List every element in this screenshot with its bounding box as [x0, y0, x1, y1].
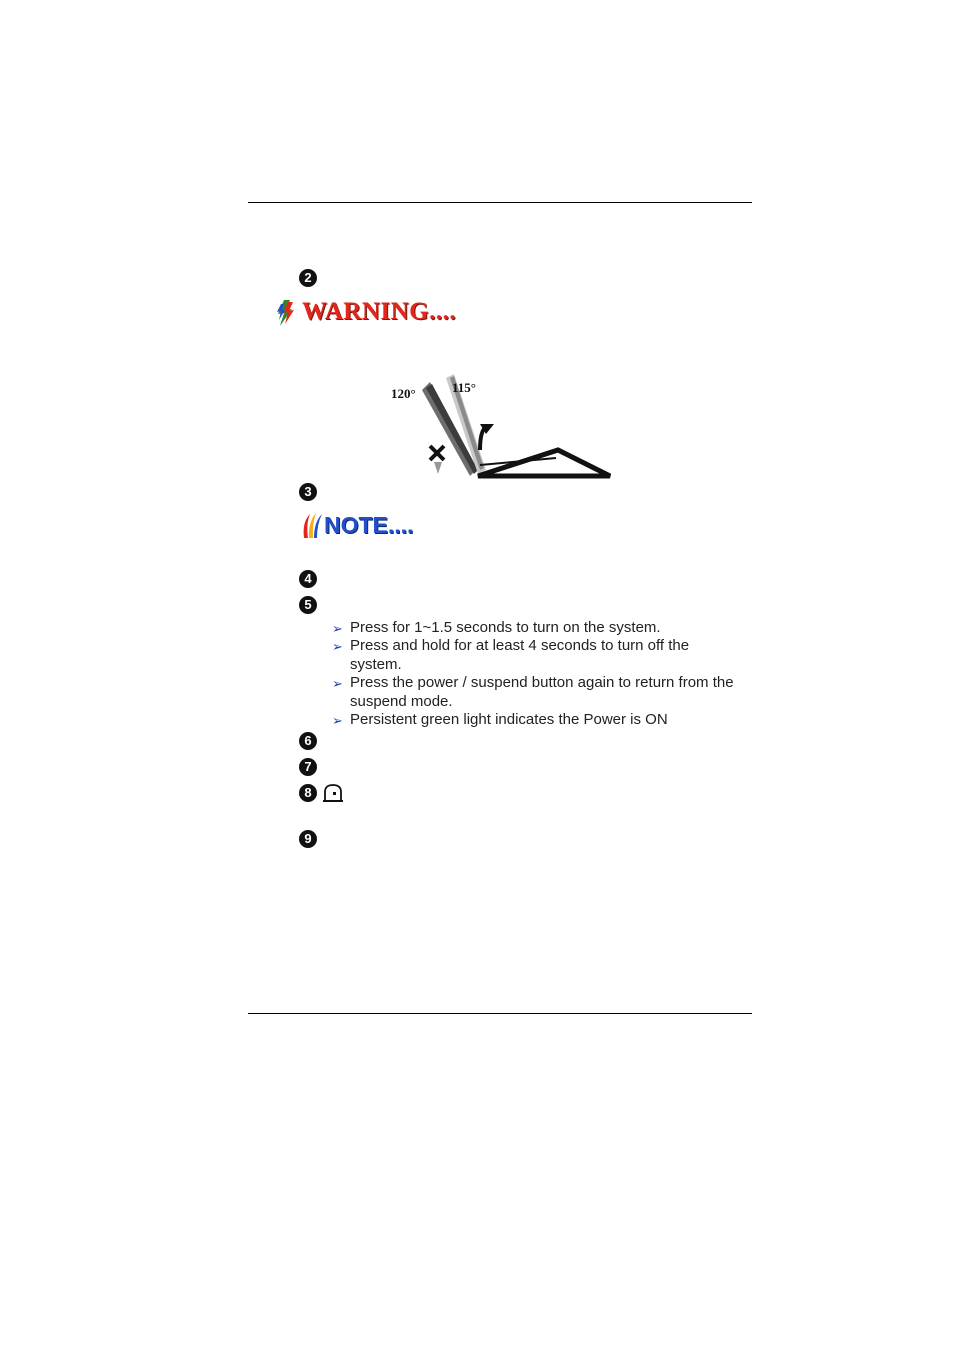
arrow-bullet-icon: ➢ — [332, 639, 343, 655]
footer-rule — [248, 1013, 752, 1014]
color-swoosh-icon — [300, 510, 324, 540]
note-heading — [300, 510, 440, 542]
marker-5: 5 — [299, 596, 317, 614]
list-item: ➢ Press for 1~1.5 seconds to turn on the system. — [332, 619, 742, 637]
marker-8: 8 — [299, 784, 317, 802]
list-item: ➢ Press and hold for at least 4 seconds to turn off the system. — [332, 637, 690, 673]
marker-2: 2 — [299, 269, 317, 287]
lid-angle-figure — [380, 370, 620, 485]
note-label: NOTE.... — [324, 512, 414, 538]
list-item: ➢ Press the power / suspend button again to return from the suspend mode. — [332, 674, 734, 710]
lightning-icon — [274, 298, 302, 328]
angle-label-115: 115° — [452, 380, 476, 395]
arrow-bullet-icon: ➢ — [332, 676, 343, 692]
list-item: ➢ Persistent green light indicates the Power is ON — [332, 711, 742, 729]
header-rule — [248, 202, 752, 203]
warning-label: WARNING.... — [302, 298, 457, 325]
warning-heading — [274, 298, 474, 330]
angle-label-120: 120° — [391, 386, 416, 401]
power-button-list — [332, 619, 742, 729]
arrow-bullet-icon: ➢ — [332, 713, 343, 729]
lock-icon — [322, 783, 344, 803]
marker-7: 7 — [299, 758, 317, 776]
marker-3: 3 — [299, 483, 317, 501]
marker-6: 6 — [299, 732, 317, 750]
marker-4: 4 — [299, 570, 317, 588]
marker-9: 9 — [299, 830, 317, 848]
arrow-bullet-icon: ➢ — [332, 621, 343, 636]
